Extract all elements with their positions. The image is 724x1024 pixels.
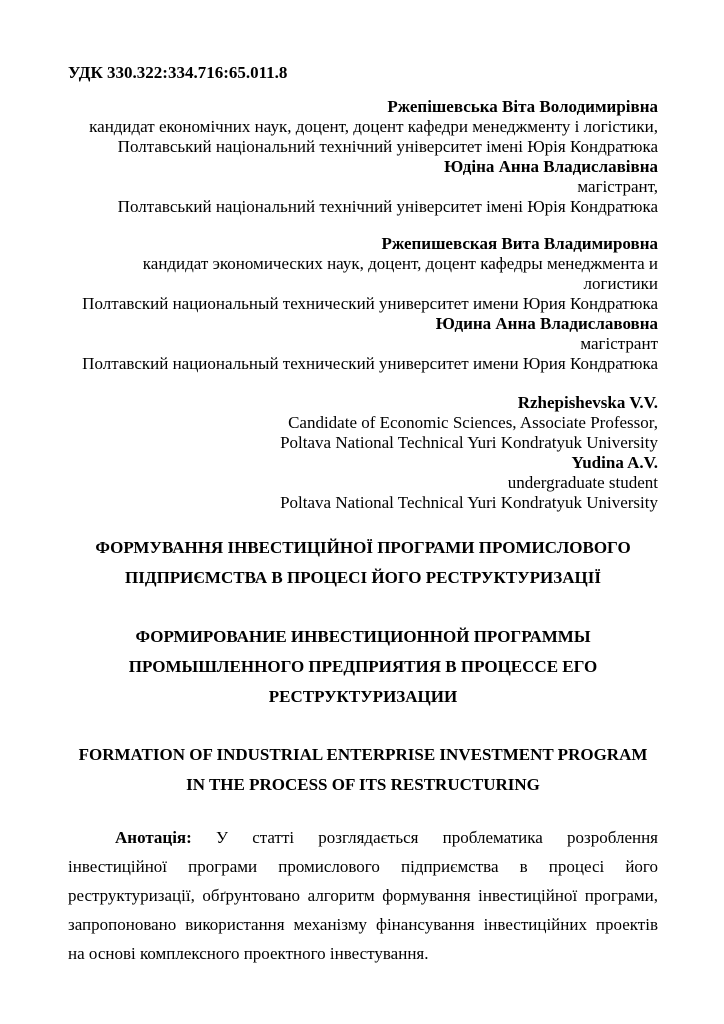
abstract-line: на основі комплексного проектного інвестування. (68, 944, 429, 963)
author-role: кандидат экономических наук, доцент, доцент кафедры менеджмента и логистики (142, 254, 658, 293)
author-role: undergraduate student (507, 473, 658, 492)
abstract-line: запропоновано використання механізму фінансування інвестиційних проектів (68, 915, 658, 934)
abstract-line (68, 823, 658, 852)
author-role: Candidate of Economic Sciences, Associate Professor, (288, 413, 658, 432)
udc-number: УДК 330.322:334.716:65.011.8 (68, 63, 288, 82)
title-line: ФОРМУВАННЯ ІНВЕСТИЦІЙНОЇ ПРОГРАМИ ПРОМИСЛОВОГО (95, 538, 631, 557)
title-line: ФОРМИРОВАНИЕ ИНВЕСТИЦИОННОЙ ПРОГРАММЫ (135, 627, 591, 646)
author-block-en (68, 393, 658, 513)
paper-title-ru (68, 622, 658, 712)
title-line: ПРОМЫШЛЕННОГО ПРЕДПРИЯТИЯ В ПРОЦЕССЕ ЕГО (128, 657, 598, 676)
author-affiliation: Полтавский национальный технический университет имени Юрия Кондратюка (82, 294, 658, 313)
author-role: кандидат економічних наук, доцент, доцент кафедри менеджменту і логістики, (89, 117, 658, 136)
author-role: магістрант, (577, 177, 658, 196)
title-line: РЕСТРУКТУРИЗАЦИИ (268, 687, 458, 706)
author-affiliation: Полтавский национальный технический университет имени Юрия Кондратюка (82, 354, 658, 373)
abstract (68, 823, 658, 968)
title-line: ПІДПРИЄМСТВА В ПРОЦЕСІ ЙОГО РЕСТРУКТУРИЗАЦІЇ (125, 568, 601, 587)
author-name: Ржепишевская Вита Владимировна (381, 234, 658, 253)
author-name: Rzhepishevska V.V. (517, 393, 658, 412)
author-block-ru (68, 234, 658, 374)
author-affiliation: Poltava National Technical Yuri Kondratyuk University (280, 493, 658, 512)
abstract-text: У статті розглядається проблематика розроблення (216, 828, 659, 847)
author-affiliation: Полтавський національний технічний університет імені Юрія Кондратюка (117, 137, 658, 156)
author-block-uk (68, 97, 658, 217)
abstract-label: Анотація: (115, 828, 192, 847)
abstract-line: реструктуризації, обґрунтовано алгоритм формування інвестиційної програми, (68, 886, 658, 905)
author-name: Yudina A.V. (571, 453, 658, 472)
author-role: магістрант (580, 334, 658, 353)
title-line: IN THE PROCESS OF ITS RESTRUCTURING (186, 775, 540, 794)
author-affiliation: Poltava National Technical Yuri Kondratyuk University (280, 433, 658, 452)
title-line: FORMATION OF INDUSTRIAL ENTERPRISE INVESTMENT PROGRAM (78, 745, 648, 764)
author-affiliation: Полтавський національний технічний університет імені Юрія Кондратюка (117, 197, 658, 216)
author-name: Юдіна Анна Владиславівна (444, 157, 658, 176)
paper-title-en (68, 740, 658, 800)
paper-title-uk (68, 533, 658, 593)
abstract-line: інвестиційної програми промислового підприємства в процесі його (68, 857, 658, 876)
author-name: Юдина Анна Владиславовна (435, 314, 658, 333)
author-name: Ржепішевська Віта Володимирівна (387, 97, 658, 116)
